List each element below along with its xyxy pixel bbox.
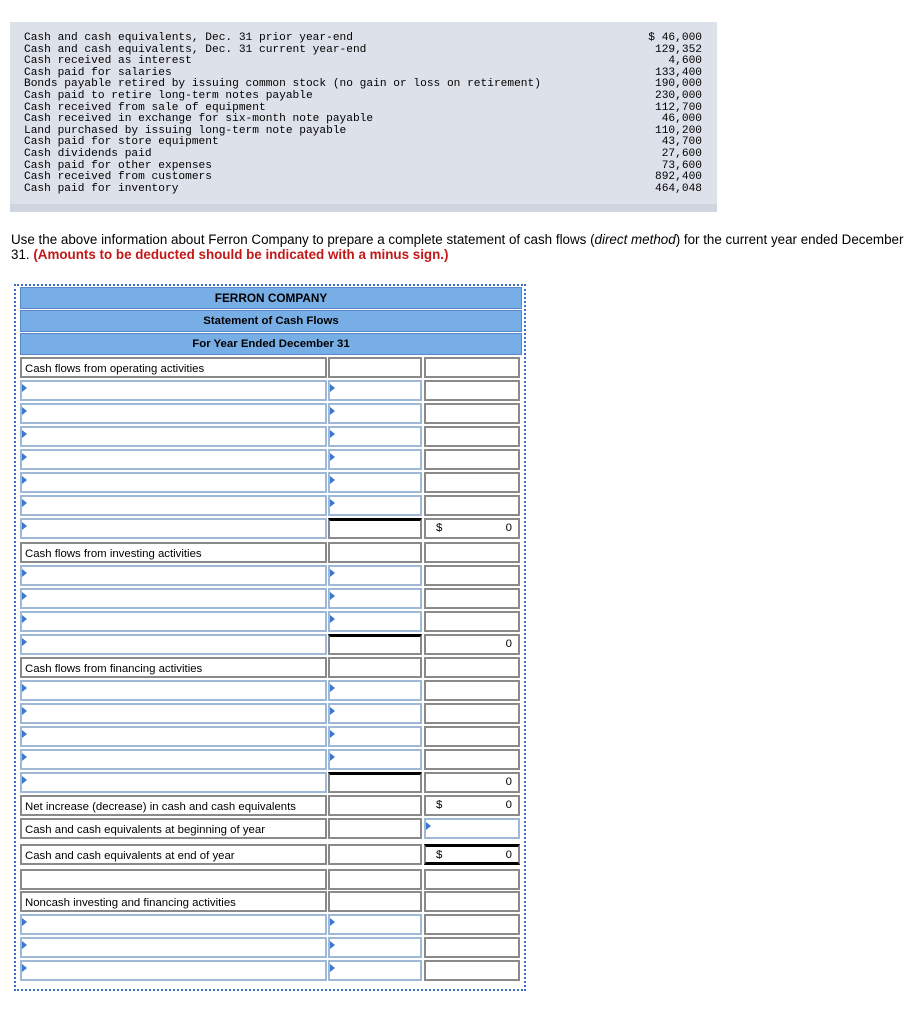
given-value: $ 46,000 <box>648 32 702 44</box>
dropdown-indicator-icon <box>330 407 335 415</box>
operating-section-label-text: Cash flows from operating activities <box>25 363 205 375</box>
given-data-list <box>24 33 714 195</box>
given-row <box>24 91 714 103</box>
investing-section-label-col2 <box>328 542 422 563</box>
financing-section-label <box>20 657 327 678</box>
line-item-input[interactable] <box>20 588 327 609</box>
total-cell <box>424 937 520 958</box>
dropdown-indicator-icon <box>22 522 27 530</box>
ending-cash-row-amount: 0 <box>505 849 512 861</box>
total-cell <box>424 426 520 447</box>
given-value: 4,600 <box>668 55 702 68</box>
instructions-method: direct method <box>594 232 676 247</box>
currency-symbol: $ <box>436 849 443 861</box>
operating-section-label <box>20 357 327 378</box>
dropdown-indicator-icon <box>330 569 335 577</box>
amount-input[interactable] <box>328 588 422 609</box>
noncash-section-label-text: Noncash investing and financing activities <box>25 897 236 909</box>
amount-input[interactable] <box>328 380 422 401</box>
total-cell <box>424 588 520 609</box>
currency-symbol: $ <box>436 522 443 534</box>
dropdown-indicator-icon <box>330 476 335 484</box>
given-label: Cash received in exchange for six-month note payable <box>24 113 374 126</box>
line-item-input[interactable] <box>20 726 327 747</box>
given-label: Cash paid for inventory <box>24 182 179 195</box>
blank-label-cell <box>20 869 327 890</box>
line-item-input[interactable] <box>20 960 327 981</box>
dropdown-indicator-icon <box>330 615 335 623</box>
subtotal-amount: 0 <box>505 638 512 650</box>
subtotal-label-input[interactable] <box>20 518 327 539</box>
operating-section-label-col2 <box>328 357 422 378</box>
given-value: 230,000 <box>655 89 702 102</box>
given-label: Cash paid for other expenses <box>24 159 212 172</box>
instructions-text: Use the above information about Ferron Company to prepare a complete statement of cash flows ( <box>11 232 595 247</box>
dropdown-indicator-icon <box>330 430 335 438</box>
dropdown-indicator-icon <box>330 753 335 761</box>
line-item-input[interactable] <box>20 680 327 701</box>
line-item-input[interactable] <box>20 937 327 958</box>
dropdown-indicator-icon <box>330 453 335 461</box>
total-cell <box>424 472 520 493</box>
given-value: 129,352 <box>655 43 702 56</box>
instructions <box>11 233 916 262</box>
line-item-input[interactable] <box>20 403 327 424</box>
noncash-section-label-col2 <box>328 891 422 912</box>
given-label: Cash received from sale of equipment <box>24 101 266 114</box>
dropdown-indicator-icon <box>22 569 27 577</box>
line-item-input[interactable] <box>20 565 327 586</box>
instructions-text-2: ) for the current year ended December 31. <box>11 232 904 262</box>
financing-section-label-col3 <box>424 657 520 678</box>
dropdown-indicator-icon <box>22 684 27 692</box>
investing-section-label-col3 <box>424 542 520 563</box>
dropdown-indicator-icon <box>330 592 335 600</box>
given-value: 27,600 <box>661 147 702 160</box>
net-change-row-value <box>424 795 520 816</box>
given-value: 112,700 <box>655 101 702 114</box>
given-label: Cash paid for store equipment <box>24 136 219 149</box>
given-label: Cash received from customers <box>24 171 212 184</box>
given-value: 110,200 <box>655 124 702 137</box>
dropdown-indicator-icon <box>22 638 27 646</box>
noncash-section-label <box>20 891 327 912</box>
given-value: 190,000 <box>655 78 702 91</box>
given-value: 73,600 <box>661 159 702 172</box>
total-cell <box>424 726 520 747</box>
line-item-input[interactable] <box>20 380 327 401</box>
subtotal-label-input[interactable] <box>20 634 327 655</box>
financing-section-label-text: Cash flows from financing activities <box>25 663 203 675</box>
given-label: Cash and cash equivalents, Dec. 31 current year-end <box>24 43 367 56</box>
total-cell <box>424 611 520 632</box>
dropdown-indicator-icon <box>22 592 27 600</box>
given-label: Cash received as interest <box>24 55 192 68</box>
given-value: 43,700 <box>661 136 702 149</box>
dropdown-indicator-icon <box>330 918 335 926</box>
amount-input[interactable] <box>328 960 422 981</box>
noncash-section-label-col3 <box>424 891 520 912</box>
subtotal-col2 <box>328 772 422 793</box>
cash-flow-statement <box>14 284 526 991</box>
beginning-cash-row-value[interactable] <box>424 818 520 839</box>
dropdown-indicator-icon <box>330 499 335 507</box>
given-label: Cash paid for salaries <box>24 66 172 79</box>
dropdown-indicator-icon <box>22 407 27 415</box>
line-item-input[interactable] <box>20 749 327 770</box>
dropdown-indicator-icon <box>22 615 27 623</box>
given-label: Land purchased by issuing long-term note payable <box>24 124 347 137</box>
investing-section-label <box>20 542 327 563</box>
ending-cash-row <box>20 844 327 865</box>
given-value: 133,400 <box>655 66 702 79</box>
line-item-input[interactable] <box>20 472 327 493</box>
net-change-row-text: Net increase (decrease) in cash and cash equivalents <box>25 801 296 813</box>
blank-col2 <box>328 869 422 890</box>
dropdown-indicator-icon <box>22 730 27 738</box>
dropdown-indicator-icon <box>330 730 335 738</box>
line-item-input[interactable] <box>20 449 327 470</box>
dropdown-indicator-icon <box>330 707 335 715</box>
dropdown-indicator-icon <box>330 384 335 392</box>
dropdown-indicator-icon <box>22 753 27 761</box>
net-change-row-col2 <box>328 795 422 816</box>
amount-input[interactable] <box>328 565 422 586</box>
subtotal-value <box>424 772 520 793</box>
given-label: Cash paid to retire long-term notes payable <box>24 89 313 102</box>
subtotal-value <box>424 634 520 655</box>
subtotal-amount: 0 <box>505 776 512 788</box>
amount-input[interactable] <box>328 449 422 470</box>
amount-input[interactable] <box>328 749 422 770</box>
beginning-cash-row <box>20 818 327 839</box>
given-row <box>24 184 714 196</box>
net-change-row-amount: 0 <box>505 799 512 811</box>
amount-input[interactable] <box>328 426 422 447</box>
given-row <box>24 33 714 45</box>
given-label: Cash and cash equivalents, Dec. 31 prior year-end <box>24 32 353 44</box>
amount-input[interactable] <box>328 611 422 632</box>
given-row <box>24 149 714 161</box>
dropdown-indicator-icon <box>22 430 27 438</box>
ending-cash-row-value <box>424 844 520 865</box>
total-cell <box>424 749 520 770</box>
dropdown-indicator-icon <box>22 707 27 715</box>
subtotal-label-input[interactable] <box>20 772 327 793</box>
given-value: 46,000 <box>661 113 702 126</box>
dropdown-indicator-icon <box>22 499 27 507</box>
dropdown-indicator-icon <box>330 941 335 949</box>
subtotal-amount: 0 <box>505 522 512 534</box>
statement-period: For Year Ended December 31 <box>20 333 522 355</box>
given-label: Bonds payable retired by issuing common stock (no gain or loss on retirement) <box>24 78 541 91</box>
subtotal-col2 <box>328 518 422 539</box>
ending-cash-row-text: Cash and cash equivalents at end of year <box>25 850 235 862</box>
given-value: 892,400 <box>655 171 702 184</box>
total-cell <box>424 703 520 724</box>
subtotal-col2 <box>328 634 422 655</box>
amount-input[interactable] <box>328 495 422 516</box>
blank-col3 <box>424 869 520 890</box>
net-change-row <box>20 795 327 816</box>
total-cell <box>424 565 520 586</box>
amount-input[interactable] <box>328 680 422 701</box>
statement-title: Statement of Cash Flows <box>20 310 522 332</box>
instructions-note: (Amounts to be deducted should be indicated with a minus sign.) <box>33 246 449 262</box>
dropdown-indicator-icon <box>22 964 27 972</box>
total-cell <box>424 914 520 935</box>
subtotal-value <box>424 518 520 539</box>
amount-input[interactable] <box>328 472 422 493</box>
dropdown-indicator-icon <box>330 684 335 692</box>
total-cell <box>424 449 520 470</box>
dropdown-indicator-icon <box>22 941 27 949</box>
line-item-input[interactable] <box>20 426 327 447</box>
company-name: FERRON COMPANY <box>20 287 522 309</box>
given-data-bottom-bar <box>10 204 717 212</box>
beginning-cash-row-text: Cash and cash equivalents at beginning of year <box>25 824 265 836</box>
total-cell <box>424 960 520 981</box>
total-cell <box>424 680 520 701</box>
line-item-input[interactable] <box>20 611 327 632</box>
given-value: 464,048 <box>655 182 702 195</box>
given-row <box>24 114 714 126</box>
beginning-cash-row-col2 <box>328 818 422 839</box>
line-item-input[interactable] <box>20 914 327 935</box>
dropdown-indicator-icon <box>22 453 27 461</box>
dropdown-indicator-icon <box>330 964 335 972</box>
total-cell <box>424 495 520 516</box>
total-cell <box>424 403 520 424</box>
amount-input[interactable] <box>328 937 422 958</box>
dropdown-indicator-icon <box>22 384 27 392</box>
given-label: Cash dividends paid <box>24 147 152 160</box>
dropdown-indicator-icon <box>426 822 431 830</box>
currency-symbol: $ <box>436 799 443 811</box>
ending-cash-row-col2 <box>328 844 422 865</box>
dropdown-indicator-icon <box>22 776 27 784</box>
line-item-input[interactable] <box>20 703 327 724</box>
amount-input[interactable] <box>328 914 422 935</box>
investing-section-label-text: Cash flows from investing activities <box>25 548 202 560</box>
dropdown-indicator-icon <box>22 476 27 484</box>
line-item-input[interactable] <box>20 495 327 516</box>
dropdown-indicator-icon <box>22 918 27 926</box>
given-row <box>24 172 714 184</box>
amount-input[interactable] <box>328 726 422 747</box>
total-cell <box>424 380 520 401</box>
financing-section-label-col2 <box>328 657 422 678</box>
amount-input[interactable] <box>328 403 422 424</box>
amount-input[interactable] <box>328 703 422 724</box>
operating-section-label-col3 <box>424 357 520 378</box>
